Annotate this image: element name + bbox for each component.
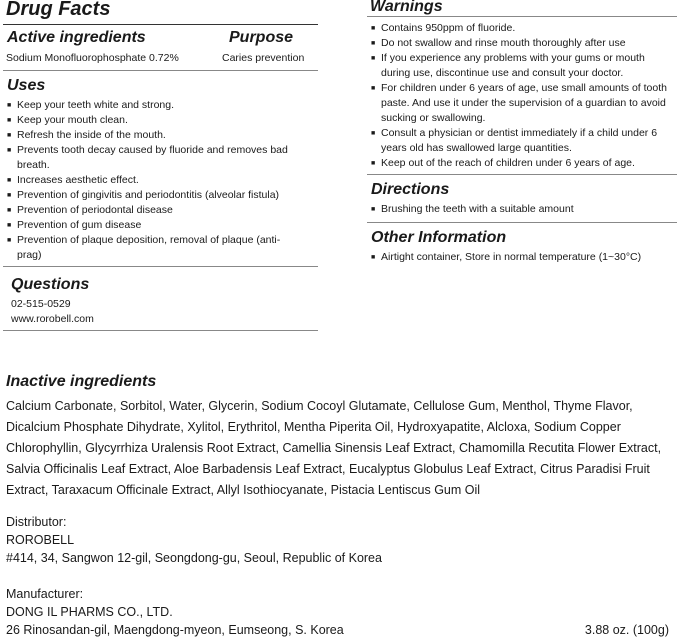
questions-phone: 02-515-0529: [11, 298, 71, 310]
list-item: ■ If you experience any problems with your gums or mouth during use, discontinue use and consult your doctor.: [371, 51, 674, 81]
active-divider: [3, 70, 318, 71]
questions-website[interactable]: www.rorobell.com: [11, 313, 94, 325]
list-item: ■ Keep out of the reach of children under 6 years of age.: [371, 156, 674, 171]
manufacturer-address: 26 Rinosandan-gil, Maengdong-myeon, Eumseong, S. Korea: [6, 623, 344, 637]
manufacturer-label: Manufacturer:: [6, 587, 84, 601]
uses-divider: [3, 266, 318, 267]
purpose-heading: Purpose: [229, 29, 294, 46]
directions-heading: Directions: [371, 181, 450, 198]
manufacturer-name: DONG IL PHARMS CO., LTD.: [6, 605, 173, 619]
list-item: ■ Consult a physician or dentist immediately if a child under 6 years old has swallowed large quantities.: [371, 126, 674, 156]
list-item: ■ Contains 950ppm of fluoride.: [371, 21, 674, 36]
list-item: ■ Prevention of plaque deposition, removal of plaque (anti- prag): [7, 233, 297, 263]
drug-facts-title: Drug Facts: [6, 0, 111, 20]
other-information-heading: Other Information: [371, 229, 507, 246]
list-item: ■ Airtight container, Store in normal temperature (1~30°C): [371, 250, 671, 265]
list-item: ■ Brushing the teeth with a suitable amount: [371, 202, 671, 217]
distributor-label: Distributor:: [6, 515, 67, 529]
list-item: ■ Prevents tooth decay caused by fluoride and removes bad breath.: [7, 143, 297, 173]
list-item: ■ Keep your teeth white and strong.: [7, 98, 297, 113]
active-ingredient-value: Sodium Monofluorophosphate 0.72%: [6, 52, 179, 64]
list-item: ■ Prevention of gingivitis and periodontitis (alveolar fistula): [7, 188, 297, 203]
directions-list: [371, 202, 671, 217]
warnings-divider: [367, 174, 677, 175]
inactive-ingredients-heading: Inactive ingredients: [6, 373, 157, 390]
list-item: ■ Refresh the inside of the mouth.: [7, 128, 297, 143]
warnings-top-divider: [367, 16, 677, 17]
warnings-heading: Warnings: [370, 0, 443, 15]
uses-heading: Uses: [7, 77, 46, 94]
list-item: ■ Increases aesthetic effect.: [7, 173, 297, 188]
directions-divider: [367, 222, 677, 223]
other-information-list: [371, 250, 671, 265]
net-weight: 3.88 oz. (100g): [584, 623, 669, 637]
list-item: ■ For children under 6 years of age, use small amounts of tooth paste. And use it under the supervision of a guardian to avoid sucking or swallowing.: [371, 81, 674, 126]
warnings-list: [371, 21, 674, 171]
list-item: ■ Do not swallow and rinse mouth thoroughly after use: [371, 36, 674, 51]
distributor-address: #414, 34, Sangwon 12-gil, Seongdong-gu, Seoul, Republic of Korea: [6, 551, 382, 565]
purpose-value: Caries prevention: [222, 52, 305, 64]
list-item: ■ Keep your mouth clean.: [7, 113, 297, 128]
distributor-name: ROROBELL: [6, 533, 75, 547]
uses-list: [7, 98, 297, 263]
questions-heading: Questions: [11, 276, 90, 293]
title-divider: [3, 24, 318, 25]
active-ingredients-heading: Active ingredients: [7, 29, 146, 46]
list-item: ■ Prevention of periodontal disease: [7, 203, 297, 218]
list-item: ■ Prevention of gum disease: [7, 218, 297, 233]
inactive-ingredients-text: Calcium Carbonate, Sorbitol, Water, Glycerin, Sodium Cocoyl Glutamate, Cellulose Gum, Menthol, Thyme Flavor, Dicalcium Phosphate Dihydrate, Xylitol, Erythritol, Mentha Piperita Oil, Hydroxyapatite, Alcloxa, Sodium Copper Chlorophyllin, Glycyrrhiza Uralensis Root Extract, Camellia Sinensis Leaf Extract, Chamomilla Recutita Flower Extract, Salvia Officinalis Leaf Extract, Aloe Barbadensis Leaf Extract, Eucalyptus Globulus Leaf Extract, Citrus Paradisi Fruit Extract, Taraxacum Officinale Extract, Allyl Isothiocyanate, Pistacia Lentiscus Gum Oil: [6, 399, 662, 497]
questions-divider: [3, 330, 318, 331]
